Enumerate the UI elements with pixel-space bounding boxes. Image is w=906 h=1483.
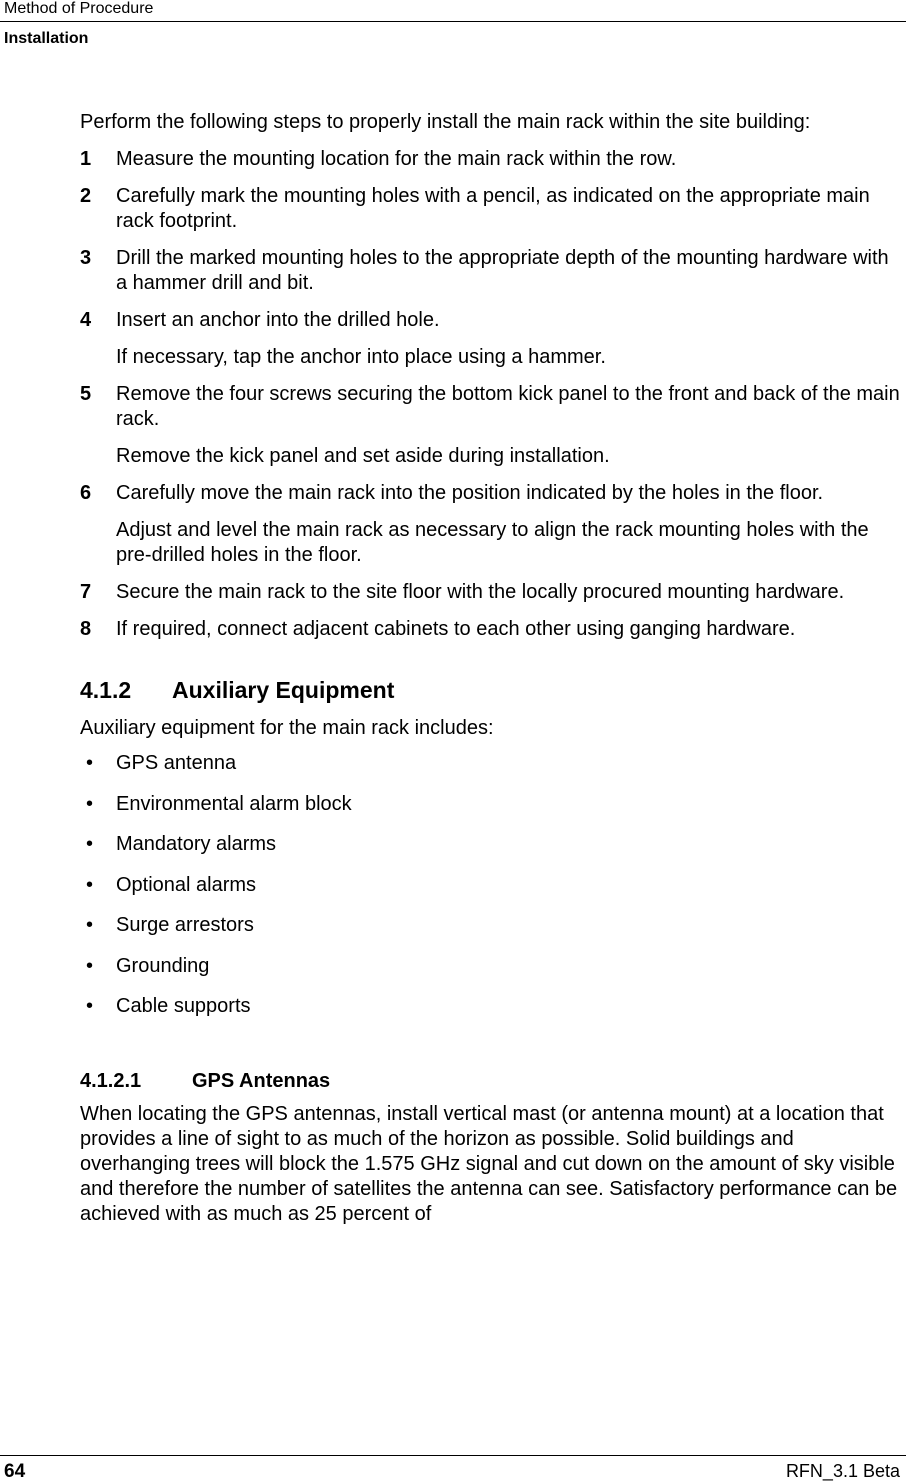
list-item: [80, 954, 902, 995]
bullet-icon: •: [86, 914, 94, 936]
step-3: [80, 246, 902, 296]
step-number: 7: [80, 581, 92, 603]
step-5: [80, 382, 902, 469]
page-number: 64: [4, 1461, 26, 1482]
list-item: [80, 994, 902, 1035]
step-text: Carefully move the main rack into the position indicated by the holes in the floor.: [116, 482, 824, 504]
list-item-text: GPS antenna: [116, 752, 237, 774]
document-title: Method of Procedure: [4, 0, 154, 17]
aux-list: [80, 751, 902, 1035]
step-text: If required, connect adjacent cabinets to each other using ganging hardware.: [116, 618, 796, 640]
list-item-text: Surge arrestors: [116, 914, 254, 936]
step-number: 3: [80, 247, 92, 269]
step-note: If necessary, tap the anchor into place using a hammer.: [116, 346, 606, 368]
step-text: Drill the marked mounting holes to the appropriate depth of the mounting hardware with a hammer drill and bit.: [116, 247, 889, 294]
footer-rule: [0, 1455, 906, 1456]
step-text: Measure the mounting location for the main rack within the row.: [116, 148, 677, 170]
step-number: 2: [80, 185, 92, 207]
section-label: Installation: [4, 30, 89, 47]
bullet-icon: •: [86, 873, 94, 896]
step-4: [80, 308, 902, 370]
list-item-text: Grounding: [116, 954, 210, 977]
list-item: [80, 913, 902, 954]
step-6: [80, 481, 902, 568]
step-number: 1: [80, 148, 92, 170]
step-note: Remove the kick panel and set aside during installation.: [116, 445, 610, 467]
section-number: 4.1.2: [80, 677, 132, 703]
bullet-icon: •: [86, 833, 94, 855]
step-number: 8: [80, 618, 92, 640]
intro-paragraph: Perform the following steps to properly install the main rack within the site building:: [80, 111, 811, 133]
document-version: RFN_3.1 Beta: [785, 1461, 900, 1481]
bullet-icon: •: [86, 792, 94, 815]
section-title: GPS Antennas: [192, 1069, 331, 1092]
step-2: [80, 184, 902, 234]
list-item: [80, 832, 902, 873]
step-1: [80, 147, 902, 172]
section-title: Auxiliary Equipment: [172, 677, 395, 703]
section-number: 4.1.2.1: [80, 1069, 142, 1092]
step-text: Remove the four screws securing the bottom kick panel to the front and back of the main rack.: [116, 383, 900, 430]
list-item-text: Optional alarms: [116, 873, 257, 896]
page-content: [80, 110, 902, 1227]
step-number: 5: [80, 383, 92, 405]
gps-paragraph: When locating the GPS antennas, install vertical mast (or antenna mount) at a location that provides a line of sight to as much of the horizon as possible. Solid buildings and overhanging trees will block the 1.575 GHz signal and cut down on the amount of sky visible and therefore the number of satellites the antenna can see. Satisfactory performance can be achieved with as much as 25 percent of: [80, 1102, 898, 1225]
step-text: Carefully mark the mounting holes with a pencil, as indicated on the appropriate main rack footprint.: [116, 185, 870, 232]
step-8: [80, 617, 902, 642]
step-note: Adjust and level the main rack as necessary to align the rack mounting holes with the pre-drilled holes in the floor.: [116, 519, 869, 566]
list-item-text: Environmental alarm block: [116, 792, 352, 815]
aux-lead: Auxiliary equipment for the main rack includes:: [80, 717, 494, 739]
heading-auxiliary-equipment: [80, 676, 902, 704]
list-item: [80, 873, 902, 914]
step-text: Insert an anchor into the drilled hole.: [116, 309, 440, 331]
list-item-text: Mandatory alarms: [116, 833, 277, 855]
list-item: [80, 792, 902, 833]
step-number: 4: [80, 309, 92, 331]
step-number: 6: [80, 482, 92, 504]
bullet-icon: •: [86, 752, 94, 774]
procedure-steps: [80, 147, 902, 642]
step-text: Secure the main rack to the site floor with the locally procured mounting hardware.: [116, 581, 845, 603]
bullet-icon: •: [86, 995, 94, 1017]
heading-gps-antennas: [80, 1069, 902, 1094]
bullet-icon: •: [86, 954, 94, 977]
list-item-text: Cable supports: [116, 995, 251, 1017]
header-rule: [0, 21, 906, 22]
step-7: [80, 580, 902, 605]
list-item: [80, 751, 902, 792]
